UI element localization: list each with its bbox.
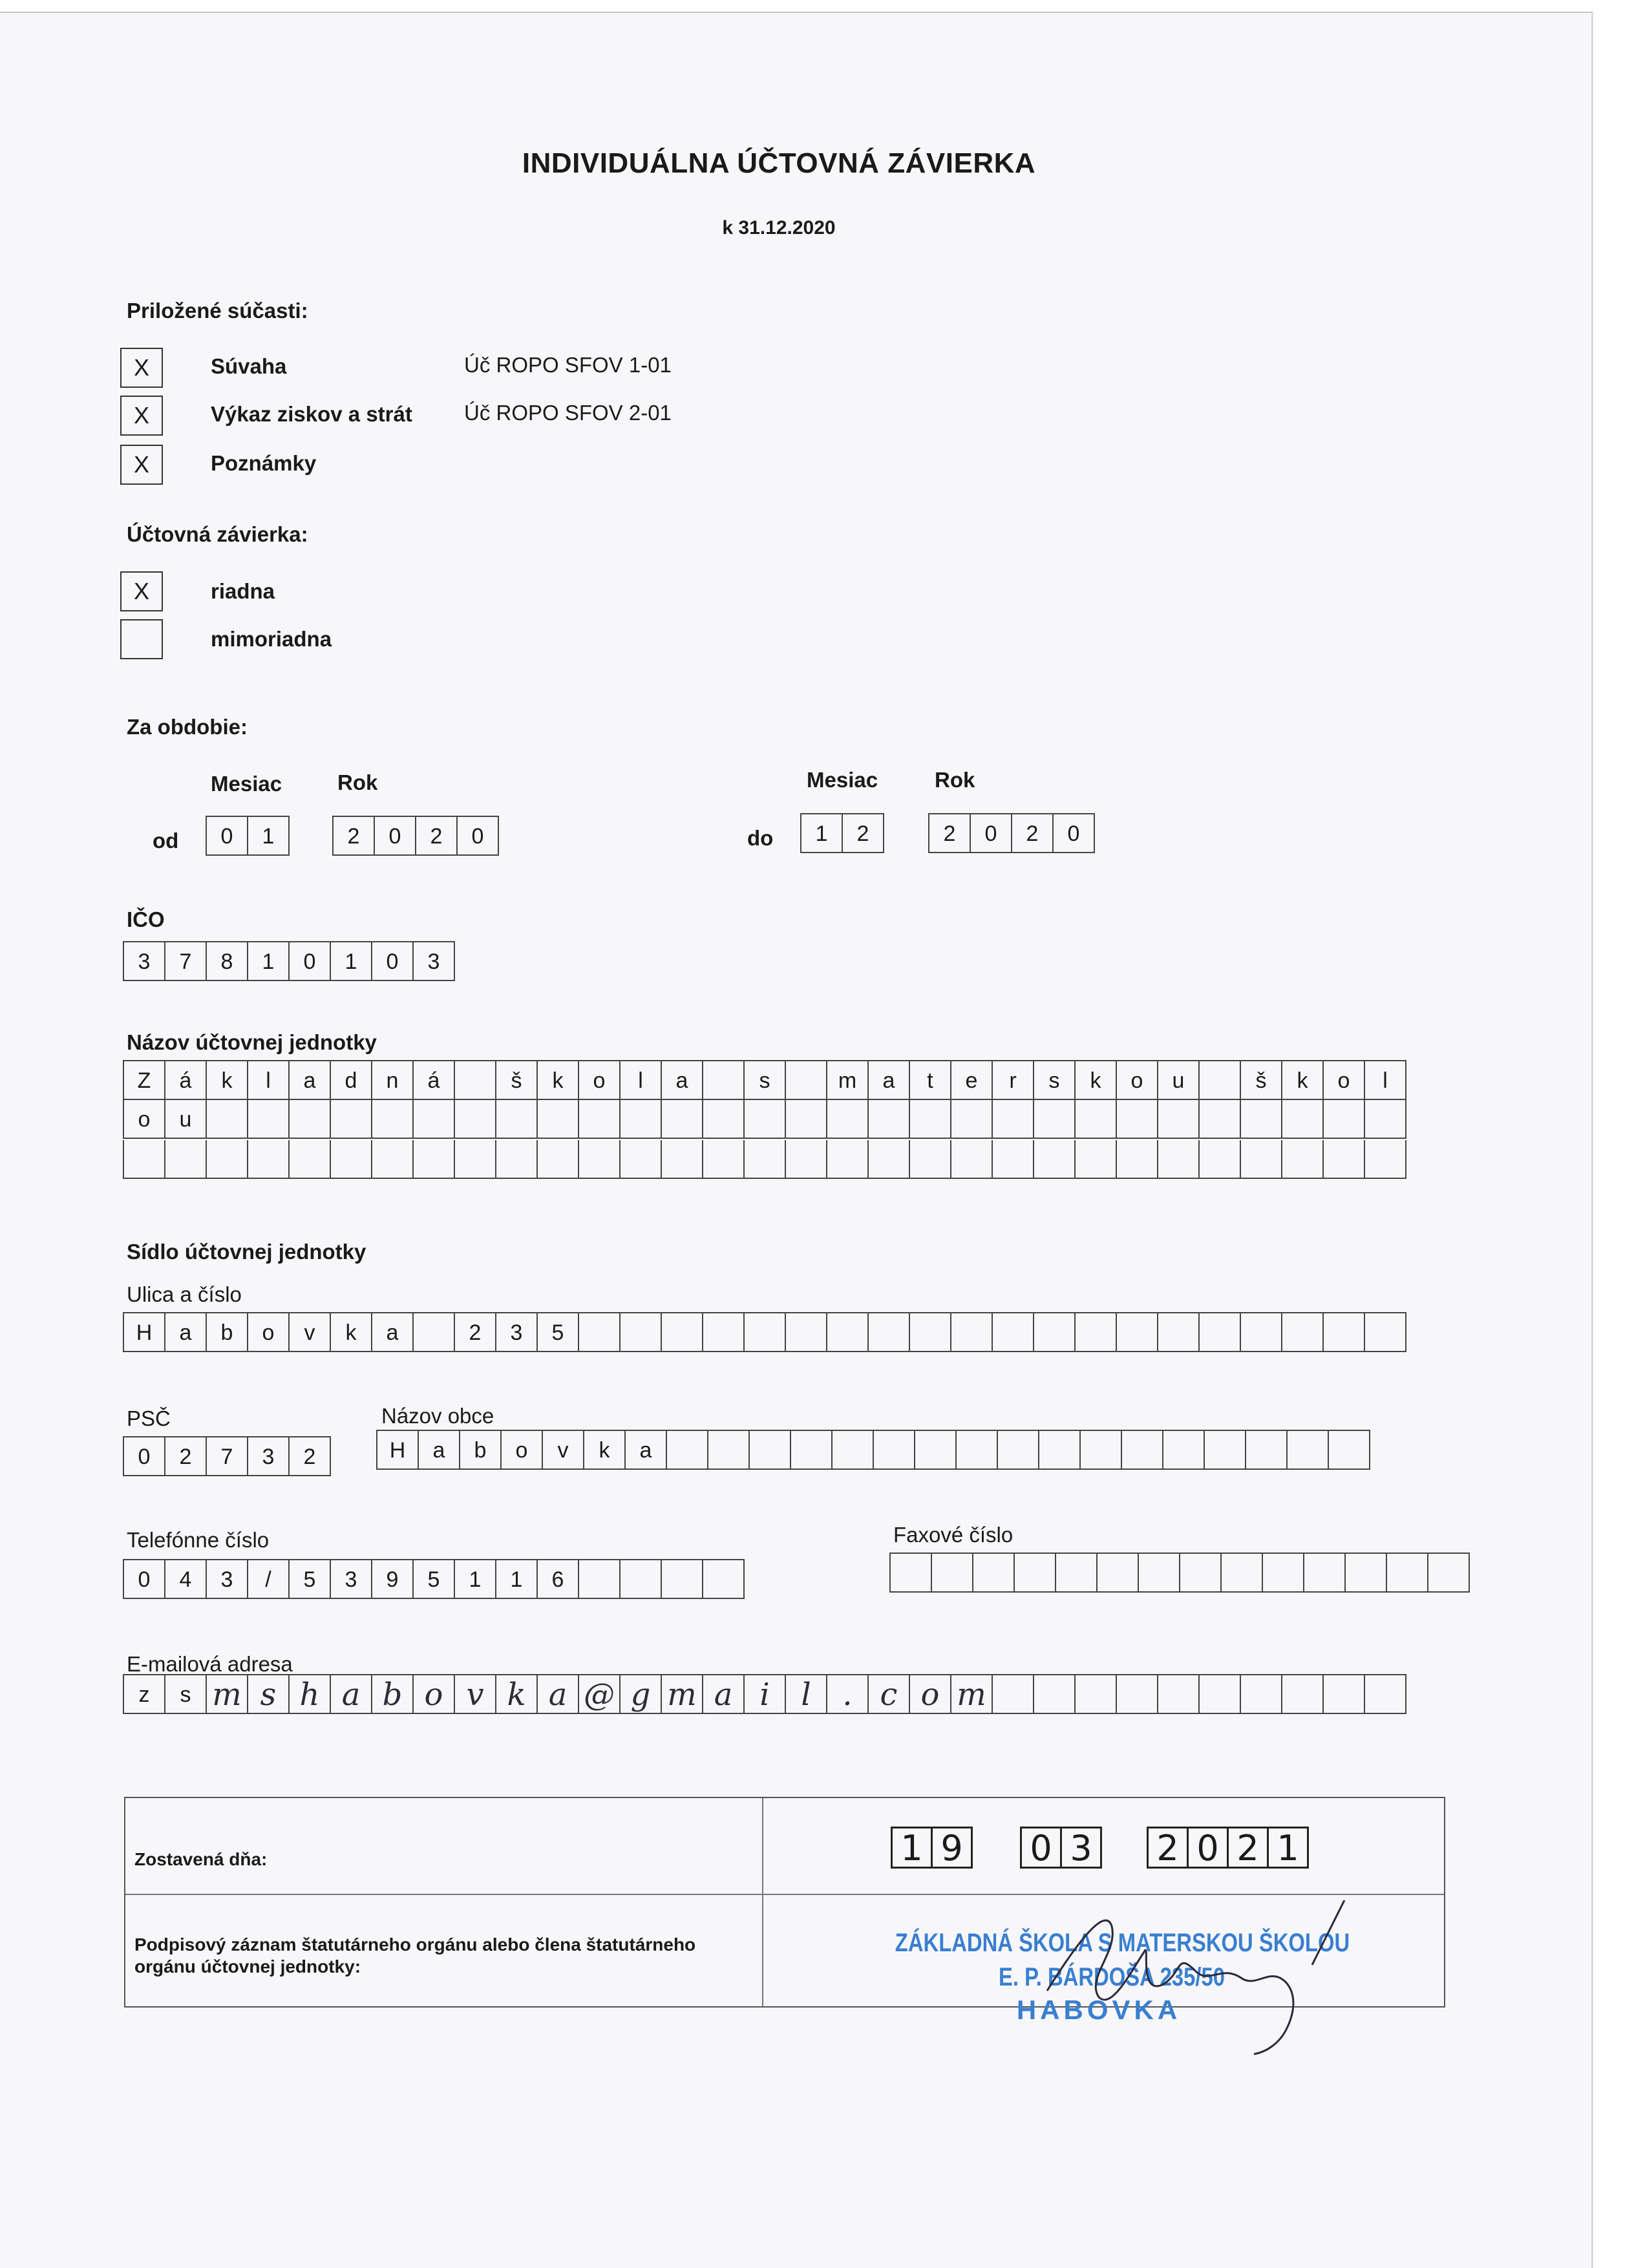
email-char: [1158, 1675, 1200, 1714]
unit-name-char: [827, 1100, 869, 1139]
unit-name-char: t: [910, 1061, 951, 1100]
town-field[interactable]: [376, 1430, 1370, 1470]
unit-name-char: a: [869, 1061, 910, 1100]
town-char: H: [377, 1431, 419, 1470]
handwritten-signature: [1008, 1900, 1370, 2055]
to-year-digit: 2: [1012, 814, 1054, 853]
to-label: do: [747, 826, 774, 850]
unit-name-char: [248, 1140, 290, 1179]
unit-name-char: k: [1076, 1061, 1117, 1100]
unit-name-char: [538, 1100, 579, 1139]
unit-name-char: l: [621, 1061, 662, 1100]
fax-char: [1015, 1554, 1056, 1593]
town-char: [708, 1431, 750, 1470]
month-digit: 0: [1022, 1828, 1062, 1869]
ico-digit: 3: [414, 942, 455, 981]
unit-name-char: [1117, 1140, 1158, 1179]
email-char: h: [290, 1675, 331, 1714]
to-year-digit: 2: [929, 814, 971, 853]
email-char: [1282, 1675, 1324, 1714]
street-char: b: [207, 1313, 248, 1352]
unit-name-char: [414, 1140, 455, 1179]
email-char: [1200, 1675, 1241, 1714]
phone-char: [621, 1560, 662, 1599]
fax-char: [891, 1554, 932, 1593]
street-char: [621, 1313, 662, 1352]
document-title: INDIVIDUÁLNA ÚČTOVNÁ ZÁVIERKA: [522, 147, 1036, 179]
unit-name-char: [1282, 1140, 1324, 1179]
unit-name-char: [248, 1100, 290, 1139]
email-char: a: [538, 1675, 579, 1714]
unit-name-char: [1200, 1140, 1241, 1179]
unit-name-char: [621, 1100, 662, 1139]
street-char: [786, 1313, 827, 1352]
fax-char: [1222, 1554, 1263, 1593]
street-char: 5: [538, 1313, 579, 1352]
fax-field[interactable]: [889, 1553, 1470, 1593]
month-digit: 3: [1062, 1828, 1102, 1869]
psc-digit: 2: [165, 1437, 207, 1476]
fax-char: [973, 1554, 1015, 1593]
unit-name-char: [662, 1140, 703, 1179]
street-label: Ulica a číslo: [127, 1282, 242, 1306]
unit-name-char: [1034, 1140, 1076, 1179]
unit-name-char: [1324, 1140, 1365, 1179]
unit-name-char: n: [372, 1061, 414, 1100]
town-char: [1122, 1431, 1163, 1470]
stamp-line-3: HABOVKA: [1016, 1995, 1182, 2025]
from-month-field[interactable]: [206, 816, 290, 856]
email-char: o: [910, 1675, 951, 1714]
ico-digit: 1: [248, 942, 290, 981]
town-char: [1329, 1431, 1370, 1470]
street-char: [869, 1313, 910, 1352]
from-month-label: Mesiac: [211, 772, 282, 796]
phone-label: Telefónne číslo: [127, 1528, 270, 1552]
email-char: b: [372, 1675, 414, 1714]
unit-name-char: [331, 1100, 372, 1139]
to-year-digit: 0: [971, 814, 1012, 853]
day-digit: 9: [933, 1828, 973, 1869]
street-char: [910, 1313, 951, 1352]
ico-field[interactable]: [123, 941, 455, 981]
town-char: v: [543, 1431, 584, 1470]
phone-char: /: [248, 1560, 290, 1599]
email-char: .: [827, 1675, 869, 1714]
street-char: [414, 1313, 455, 1352]
town-char: [874, 1431, 915, 1470]
street-char: k: [331, 1313, 372, 1352]
from-year-digit: 2: [416, 817, 458, 856]
email-char: s: [248, 1675, 290, 1714]
unit-name-char: á: [165, 1061, 207, 1100]
email-char: v: [455, 1675, 496, 1714]
unit-name-char: k: [207, 1061, 248, 1100]
unit-name-char: [1241, 1100, 1282, 1139]
ico-label: IČO: [127, 907, 165, 931]
email-char: m: [951, 1675, 993, 1714]
email-char: a: [331, 1675, 372, 1714]
unit-name-row-2[interactable]: [123, 1100, 1406, 1139]
seat-label: Sídlo účtovnej jednotky: [127, 1240, 366, 1264]
psc-digit: 3: [248, 1437, 290, 1476]
unit-name-char: [579, 1140, 621, 1179]
street-char: [1117, 1313, 1158, 1352]
unit-name-char: [455, 1061, 496, 1100]
town-char: [833, 1431, 874, 1470]
unit-name-char: [827, 1140, 869, 1179]
town-char: [750, 1431, 791, 1470]
unit-name-char: [786, 1100, 827, 1139]
unit-name-char: [414, 1100, 455, 1139]
unit-name-char: k: [538, 1061, 579, 1100]
street-char: 3: [496, 1313, 538, 1352]
unit-name-char: [910, 1100, 951, 1139]
email-char: [1241, 1675, 1282, 1714]
component-label-suvaha: Súvaha: [211, 354, 287, 378]
ico-digit: 0: [372, 942, 414, 981]
unit-name-char: [1117, 1100, 1158, 1139]
street-char: [1241, 1313, 1282, 1352]
unit-name-char: u: [1158, 1061, 1200, 1100]
unit-name-char: [910, 1140, 951, 1179]
unit-name-char: k: [1282, 1061, 1324, 1100]
email-char: [1324, 1675, 1365, 1714]
unit-name-char: [455, 1140, 496, 1179]
unit-name-char: [745, 1100, 786, 1139]
to-month-label: Mesiac: [807, 768, 878, 792]
to-month-field[interactable]: [800, 813, 884, 853]
street-char: [662, 1313, 703, 1352]
from-year-field[interactable]: [332, 816, 499, 856]
unit-name-char: s: [745, 1061, 786, 1100]
psc-label: PSČ: [127, 1406, 171, 1430]
ico-digit: 8: [207, 942, 248, 981]
fax-char: [932, 1554, 973, 1593]
unit-name-char: [1200, 1100, 1241, 1139]
stamp-line-2: E. P. BÁRDOŠA 235/50: [998, 1963, 1226, 1991]
email-char: k: [496, 1675, 538, 1714]
signature-label: Podpisový záznam štatutárneho orgánu alebo člena štatutárneho orgánu účtovnej jednotky:: [134, 1934, 696, 1977]
street-char: [951, 1313, 993, 1352]
fax-char: [1098, 1554, 1139, 1593]
phone-char: [579, 1560, 621, 1599]
town-char: [957, 1431, 998, 1470]
unit-name-char: [1365, 1100, 1406, 1139]
year-digit: 1: [1269, 1828, 1309, 1869]
unit-name-char: [496, 1100, 538, 1139]
street-char: [827, 1313, 869, 1352]
to-month-digit: 2: [843, 814, 884, 853]
unit-name-char: l: [248, 1061, 290, 1100]
phone-field[interactable]: [123, 1559, 745, 1599]
town-char: [1163, 1431, 1205, 1470]
email-char: l: [786, 1675, 827, 1714]
street-char: v: [290, 1313, 331, 1352]
unit-name-char: [662, 1100, 703, 1139]
street-char: [993, 1313, 1034, 1352]
town-char: [1288, 1431, 1329, 1470]
year-digit: 2: [1229, 1828, 1269, 1869]
year-digit: 2: [1149, 1828, 1189, 1869]
town-char: [667, 1431, 708, 1470]
street-char: a: [165, 1313, 207, 1352]
unit-name-char: [165, 1140, 207, 1179]
closing-heading: Účtovná závierka:: [127, 522, 308, 546]
from-month-digit: 1: [248, 817, 290, 856]
street-char: [1076, 1313, 1117, 1352]
unit-name-char: l: [1365, 1061, 1406, 1100]
to-year-digit: 0: [1054, 814, 1095, 853]
unit-name-char: [1324, 1100, 1365, 1139]
psc-field[interactable]: [123, 1436, 331, 1476]
year-digit: 0: [1189, 1828, 1229, 1869]
unit-name-char: [869, 1100, 910, 1139]
to-month-digit: 1: [801, 814, 843, 853]
email-char: m: [207, 1675, 248, 1714]
component-code-vykaz: Úč ROPO SFOV 2-01: [464, 401, 672, 425]
town-char: a: [626, 1431, 667, 1470]
email-char: g: [621, 1675, 662, 1714]
unit-name-char: [455, 1100, 496, 1139]
checkbox-vykaz[interactable]: X: [120, 396, 163, 436]
unit-name-char: d: [331, 1061, 372, 1100]
email-field[interactable]: [123, 1674, 1406, 1714]
unit-name-char: [951, 1140, 993, 1179]
component-label-vykaz: Výkaz ziskov a strát: [211, 402, 412, 426]
checkbox-suvaha[interactable]: X: [120, 348, 163, 388]
unit-name-char: [993, 1100, 1034, 1139]
town-char: o: [502, 1431, 543, 1470]
ico-digit: 0: [290, 942, 331, 981]
unit-name-char: s: [1034, 1061, 1076, 1100]
fax-char: [1387, 1554, 1428, 1593]
unit-name-char: a: [290, 1061, 331, 1100]
email-char: s: [165, 1675, 207, 1714]
email-char: o: [414, 1675, 455, 1714]
unit-name-char: [786, 1140, 827, 1179]
psc-digit: 2: [290, 1437, 331, 1476]
town-char: [1205, 1431, 1246, 1470]
unit-name-char: [1158, 1140, 1200, 1179]
components-heading: Priložené súčasti:: [127, 299, 308, 323]
unit-name-label: Názov účtovnej jednotky: [127, 1030, 377, 1054]
unit-name-char: [579, 1100, 621, 1139]
unit-name-char: [496, 1140, 538, 1179]
unit-name-char: š: [1241, 1061, 1282, 1100]
email-char: i: [745, 1675, 786, 1714]
email-char: [1117, 1675, 1158, 1714]
town-label: Názov obce: [381, 1404, 494, 1428]
signature-block-column-divider: [762, 1798, 763, 2006]
from-label: od: [153, 829, 179, 853]
town-char: [1039, 1431, 1081, 1470]
unit-name-char: Z: [124, 1061, 165, 1100]
email-char: c: [869, 1675, 910, 1714]
unit-name-char: o: [1324, 1061, 1365, 1100]
email-char: a: [703, 1675, 745, 1714]
town-char: b: [460, 1431, 502, 1470]
unit-name-char: r: [993, 1061, 1034, 1100]
from-year-label: Rok: [337, 770, 378, 794]
phone-char: 5: [414, 1560, 455, 1599]
to-year-field[interactable]: [928, 813, 1095, 853]
phone-char: 5: [290, 1560, 331, 1599]
unit-name-char: [1282, 1100, 1324, 1139]
unit-name-char: [1076, 1100, 1117, 1139]
unit-name-char: [951, 1100, 993, 1139]
fax-label: Faxové číslo: [893, 1523, 1013, 1547]
unit-name-char: [1200, 1061, 1241, 1100]
unit-name-char: [1034, 1100, 1076, 1139]
email-char: [993, 1675, 1034, 1714]
town-char: [998, 1431, 1039, 1470]
phone-char: 6: [538, 1560, 579, 1599]
street-char: [1324, 1313, 1365, 1352]
unit-name-char: [538, 1140, 579, 1179]
street-char: [1200, 1313, 1241, 1352]
unit-name-char: [786, 1061, 827, 1100]
unit-name-char: [703, 1100, 745, 1139]
town-char: [1246, 1431, 1288, 1470]
unit-name-char: o: [1117, 1061, 1158, 1100]
street-char: [703, 1313, 745, 1352]
to-year-label: Rok: [935, 768, 975, 792]
ico-digit: 1: [331, 942, 372, 981]
unit-name-char: [621, 1140, 662, 1179]
unit-name-char: [869, 1140, 910, 1179]
unit-name-char: [703, 1061, 745, 1100]
unit-name-char: á: [414, 1061, 455, 1100]
street-char: 2: [455, 1313, 496, 1352]
closing-label-mimoriadna: mimoriadna: [211, 627, 332, 651]
street-char: o: [248, 1313, 290, 1352]
unit-name-char: o: [124, 1100, 165, 1139]
document-date: k 31.12.2020: [722, 217, 836, 238]
street-char: H: [124, 1313, 165, 1352]
street-char: [1034, 1313, 1076, 1352]
phone-char: 3: [207, 1560, 248, 1599]
street-char: [579, 1313, 621, 1352]
street-char: [1282, 1313, 1324, 1352]
unit-name-char: [1076, 1140, 1117, 1179]
street-char: [1158, 1313, 1200, 1352]
unit-name-char: [207, 1100, 248, 1139]
email-char: @: [579, 1675, 621, 1714]
unit-name-char: [1365, 1140, 1406, 1179]
period-heading: Za obdobie:: [127, 715, 248, 739]
town-char: a: [419, 1431, 460, 1470]
psc-digit: 0: [124, 1437, 165, 1476]
fax-char: [1056, 1554, 1098, 1593]
unit-name-char: [124, 1140, 165, 1179]
compiled-date-label: Zostavená dňa:: [134, 1849, 268, 1869]
unit-name-char: a: [662, 1061, 703, 1100]
psc-digit: 7: [207, 1437, 248, 1476]
checkbox-mimoriadna[interactable]: [120, 619, 163, 659]
unit-name-row-3[interactable]: [123, 1140, 1406, 1179]
from-year-digit: 0: [458, 817, 499, 856]
signature-block-divider: [125, 1894, 1444, 1895]
street-char: a: [372, 1313, 414, 1352]
email-char: [1365, 1675, 1406, 1714]
phone-char: [703, 1560, 745, 1599]
unit-name-char: [1241, 1140, 1282, 1179]
day-digit: 1: [893, 1828, 933, 1869]
fax-char: [1304, 1554, 1346, 1593]
fax-char: [1263, 1554, 1304, 1593]
unit-name-char: [290, 1100, 331, 1139]
compiled-year-field[interactable]: [1147, 1827, 1309, 1869]
unit-name-char: [331, 1140, 372, 1179]
street-field[interactable]: [123, 1312, 1406, 1352]
checkbox-riadna[interactable]: X: [120, 571, 163, 611]
town-char: k: [584, 1431, 626, 1470]
phone-char: 9: [372, 1560, 414, 1599]
from-year-digit: 2: [334, 817, 375, 856]
checkbox-poznamky[interactable]: X: [120, 445, 163, 485]
unit-name-char: m: [827, 1061, 869, 1100]
from-year-digit: 0: [375, 817, 416, 856]
unit-name-row-1[interactable]: [123, 1060, 1406, 1100]
unit-name-char: [703, 1140, 745, 1179]
unit-name-char: [745, 1140, 786, 1179]
component-code-suvaha: Úč ROPO SFOV 1-01: [464, 353, 672, 377]
unit-name-char: [207, 1140, 248, 1179]
phone-char: 3: [331, 1560, 372, 1599]
from-month-digit: 0: [207, 817, 248, 856]
unit-name-char: [1158, 1100, 1200, 1139]
unit-name-char: š: [496, 1061, 538, 1100]
unit-name-char: u: [165, 1100, 207, 1139]
email-char: [1034, 1675, 1076, 1714]
fax-char: [1180, 1554, 1222, 1593]
unit-name-char: [993, 1140, 1034, 1179]
town-char: [1081, 1431, 1122, 1470]
unit-name-char: e: [951, 1061, 993, 1100]
ico-digit: 7: [165, 942, 207, 981]
stamp-line-1: ZÁKLADNÁ ŠKOLA S MATERSKOU ŠKOLOU: [895, 1929, 1350, 1957]
email-char: [1076, 1675, 1117, 1714]
compiled-month-field[interactable]: [1020, 1827, 1102, 1869]
fax-char: [1139, 1554, 1180, 1593]
phone-char: 1: [496, 1560, 538, 1599]
phone-char: 0: [124, 1560, 165, 1599]
compiled-day-field[interactable]: [891, 1827, 973, 1869]
ico-digit: 3: [124, 942, 165, 981]
town-char: [791, 1431, 833, 1470]
phone-char: 4: [165, 1560, 207, 1599]
phone-char: [662, 1560, 703, 1599]
town-char: [915, 1431, 957, 1470]
closing-label-riadna: riadna: [211, 579, 275, 603]
email-label: E-mailová adresa: [127, 1652, 293, 1676]
fax-char: [1428, 1554, 1470, 1593]
unit-name-char: [372, 1140, 414, 1179]
unit-name-char: [372, 1100, 414, 1139]
unit-name-char: [290, 1140, 331, 1179]
street-char: [1365, 1313, 1406, 1352]
email-char: z: [124, 1675, 165, 1714]
street-char: [745, 1313, 786, 1352]
unit-name-char: o: [579, 1061, 621, 1100]
fax-char: [1346, 1554, 1387, 1593]
component-label-poznamky: Poznámky: [211, 451, 317, 475]
phone-char: 1: [455, 1560, 496, 1599]
email-char: m: [662, 1675, 703, 1714]
